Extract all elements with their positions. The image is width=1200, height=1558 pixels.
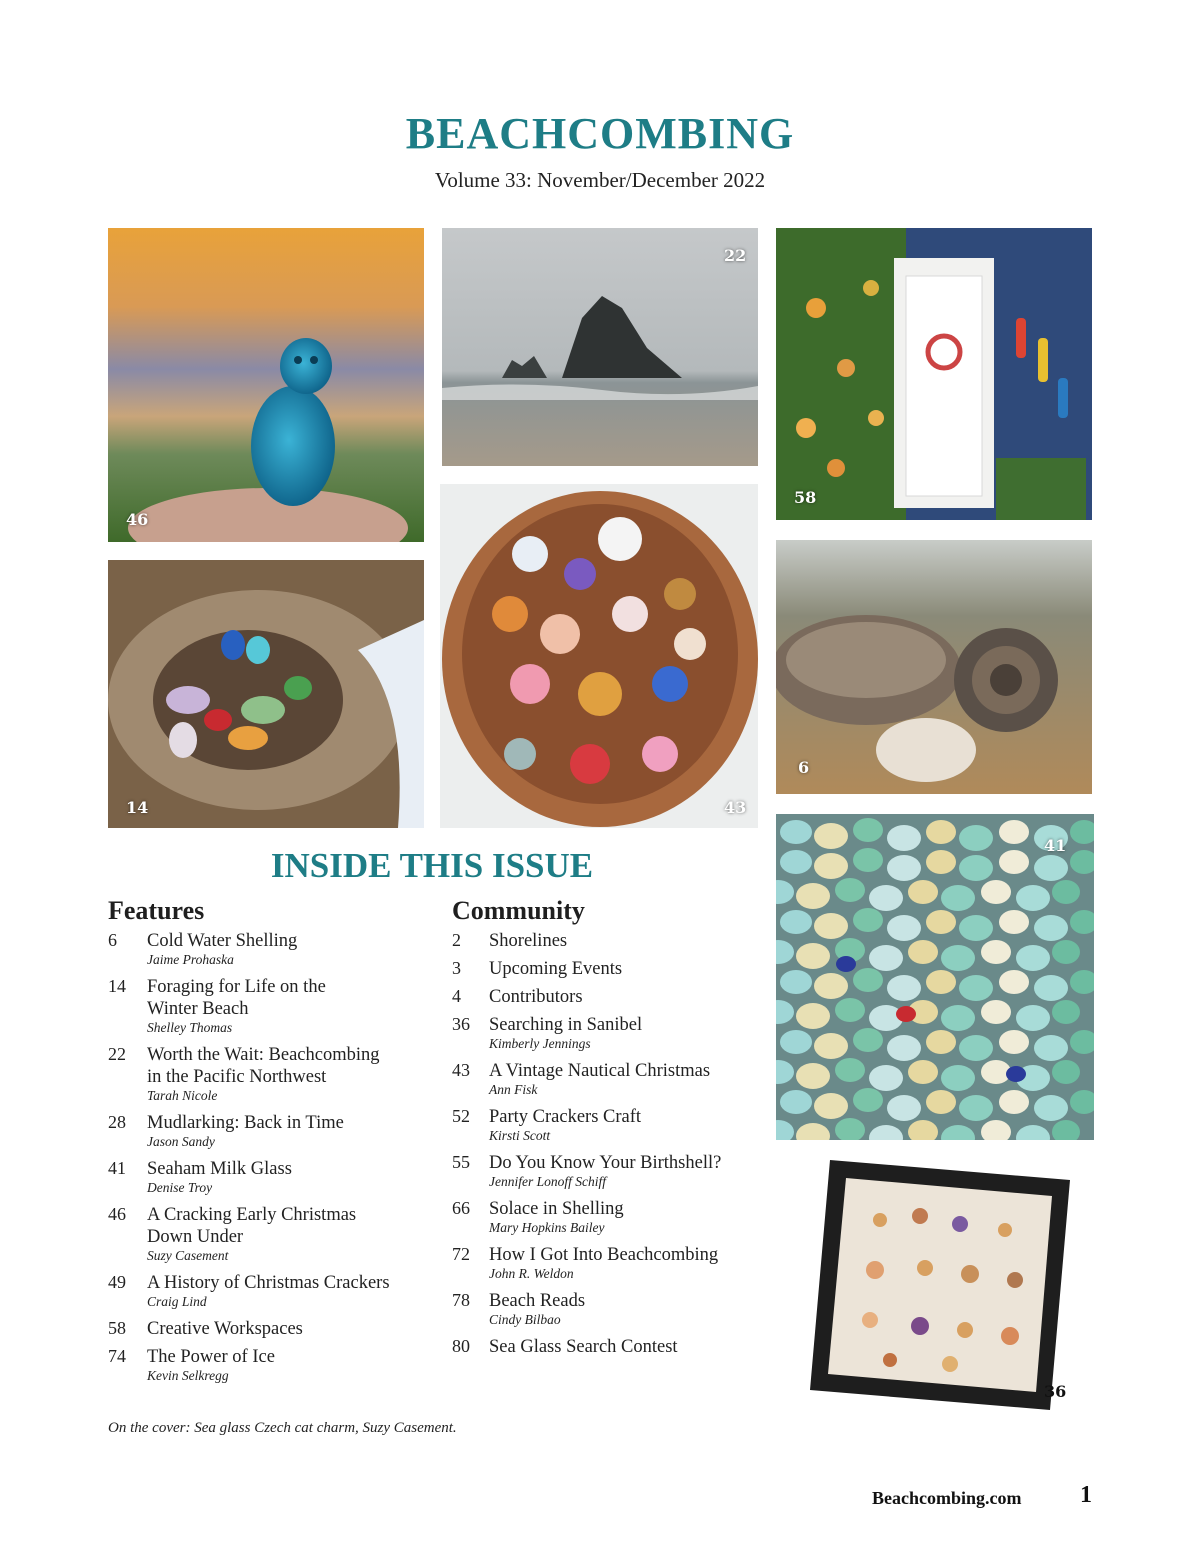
toc-author: Kimberly Jennings bbox=[489, 1036, 591, 1051]
toc-page-number: 58 bbox=[108, 1318, 126, 1338]
toc-page-number: 74 bbox=[108, 1346, 126, 1366]
toc-title: Do You Know Your Birthshell? bbox=[489, 1153, 722, 1173]
photo-page-number: 22 bbox=[724, 246, 747, 265]
toc-page-number: 22 bbox=[108, 1044, 126, 1064]
toc-title: Searching in Sanibel bbox=[489, 1015, 643, 1035]
photo-white-door bbox=[776, 228, 1092, 520]
toc-title: Creative Workspaces bbox=[147, 1319, 303, 1339]
toc-title: A History of Christmas Crackers bbox=[147, 1273, 390, 1293]
toc-author: Craig Lind bbox=[147, 1294, 207, 1309]
toc-title: A Cracking Early Christmas bbox=[147, 1205, 357, 1225]
toc-title: The Power of Ice bbox=[147, 1347, 275, 1367]
issue-subtitle: Volume 33: November/December 2022 bbox=[434, 168, 766, 192]
toc-page-number: 43 bbox=[452, 1060, 470, 1080]
toc-page-number: 66 bbox=[452, 1198, 470, 1218]
toc-title: Worth the Wait: Beachcombing bbox=[147, 1045, 380, 1065]
toc-author: Suzy Casement bbox=[147, 1248, 229, 1263]
toc-title: Mudlarking: Back in Time bbox=[147, 1113, 344, 1133]
toc-page-number: 28 bbox=[108, 1112, 126, 1132]
photo-page-number: 41 bbox=[1044, 836, 1067, 855]
toc-title: Party Crackers Craft bbox=[489, 1107, 642, 1127]
toc-author: Cindy Bilbao bbox=[489, 1312, 561, 1327]
toc-title: Seaham Milk Glass bbox=[147, 1159, 292, 1179]
toc-page-number: 3 bbox=[452, 958, 461, 978]
toc-page-number: 72 bbox=[452, 1244, 470, 1264]
photo-haystack-rock bbox=[442, 228, 758, 466]
toc-author: Jaime Prohaska bbox=[147, 952, 234, 967]
toc-author: Denise Troy bbox=[147, 1180, 213, 1195]
toc-page-number: 78 bbox=[452, 1290, 470, 1310]
toc-title: in the Pacific Northwest bbox=[147, 1067, 327, 1087]
photo-page-number: 36 bbox=[1044, 1382, 1067, 1401]
toc-page-number: 52 bbox=[452, 1106, 470, 1126]
photo-page-number: 46 bbox=[126, 510, 149, 529]
toc-title: Shorelines bbox=[489, 931, 568, 951]
photo-page-number: 14 bbox=[126, 798, 149, 817]
toc-author: Mary Hopkins Bailey bbox=[489, 1220, 605, 1235]
toc-title: Upcoming Events bbox=[489, 959, 623, 979]
photo-shadowbox bbox=[800, 1150, 1080, 1420]
toc-page-number: 36 bbox=[452, 1014, 470, 1034]
cover-note: On the cover: Sea glass Czech cat charm, Suzy Casement. bbox=[108, 1420, 457, 1436]
magazine-title: BEACHCOMBING bbox=[405, 109, 795, 158]
toc-page-number: 41 bbox=[108, 1158, 126, 1178]
photo-shells bbox=[776, 540, 1092, 794]
toc-title: Down Under bbox=[147, 1227, 244, 1247]
photo-sea-glass-cat bbox=[108, 228, 424, 542]
community-heading: Community bbox=[452, 896, 585, 925]
toc-title: Cold Water Shelling bbox=[147, 931, 298, 951]
toc-title: A Vintage Nautical Christmas bbox=[489, 1061, 711, 1081]
toc-page-number: 49 bbox=[108, 1272, 126, 1292]
toc-page-number: 2 bbox=[452, 930, 461, 950]
website-link[interactable]: Beachcombing.com bbox=[872, 1488, 1022, 1508]
toc-page-number: 4 bbox=[452, 986, 461, 1006]
toc-title: Winter Beach bbox=[147, 999, 249, 1019]
toc-page-number: 80 bbox=[452, 1336, 470, 1356]
toc-author: Jennifer Lonoff Schiff bbox=[489, 1174, 606, 1189]
toc-page-number: 14 bbox=[108, 976, 126, 996]
page-number: 1 bbox=[1080, 1482, 1092, 1508]
toc-title: How I Got Into Beachcombing bbox=[489, 1245, 719, 1265]
photo-milk-glass bbox=[776, 814, 1094, 1140]
toc-author: Tarah Nicole bbox=[147, 1088, 218, 1103]
toc-author: Shelley Thomas bbox=[147, 1020, 233, 1035]
toc-author: Jason Sandy bbox=[147, 1134, 215, 1149]
toc-author: Kirsti Scott bbox=[489, 1128, 551, 1143]
toc-page-number: 46 bbox=[108, 1204, 126, 1224]
toc-author: Ann Fisk bbox=[489, 1082, 538, 1097]
toc-page-number: 55 bbox=[452, 1152, 470, 1172]
photo-page-number: 43 bbox=[724, 798, 747, 817]
features-heading: Features bbox=[108, 896, 205, 925]
toc-author: Kevin Selkregg bbox=[147, 1368, 229, 1383]
toc-title: Contributors bbox=[489, 987, 583, 1007]
photo-page-number: 6 bbox=[798, 758, 810, 777]
toc-title: Sea Glass Search Contest bbox=[489, 1337, 678, 1357]
photo-page-number: 58 bbox=[794, 488, 817, 507]
toc-author: John R. Weldon bbox=[489, 1266, 574, 1281]
photo-ornament-bowl bbox=[440, 484, 758, 828]
toc-title: Solace in Shelling bbox=[489, 1199, 624, 1219]
inside-heading: INSIDE THIS ISSUE bbox=[270, 846, 594, 885]
toc-title: Foraging for Life on the bbox=[147, 977, 326, 997]
toc-title: Beach Reads bbox=[489, 1291, 586, 1311]
photo-sea-glass-log bbox=[108, 560, 424, 828]
toc-page-number: 6 bbox=[108, 930, 117, 950]
